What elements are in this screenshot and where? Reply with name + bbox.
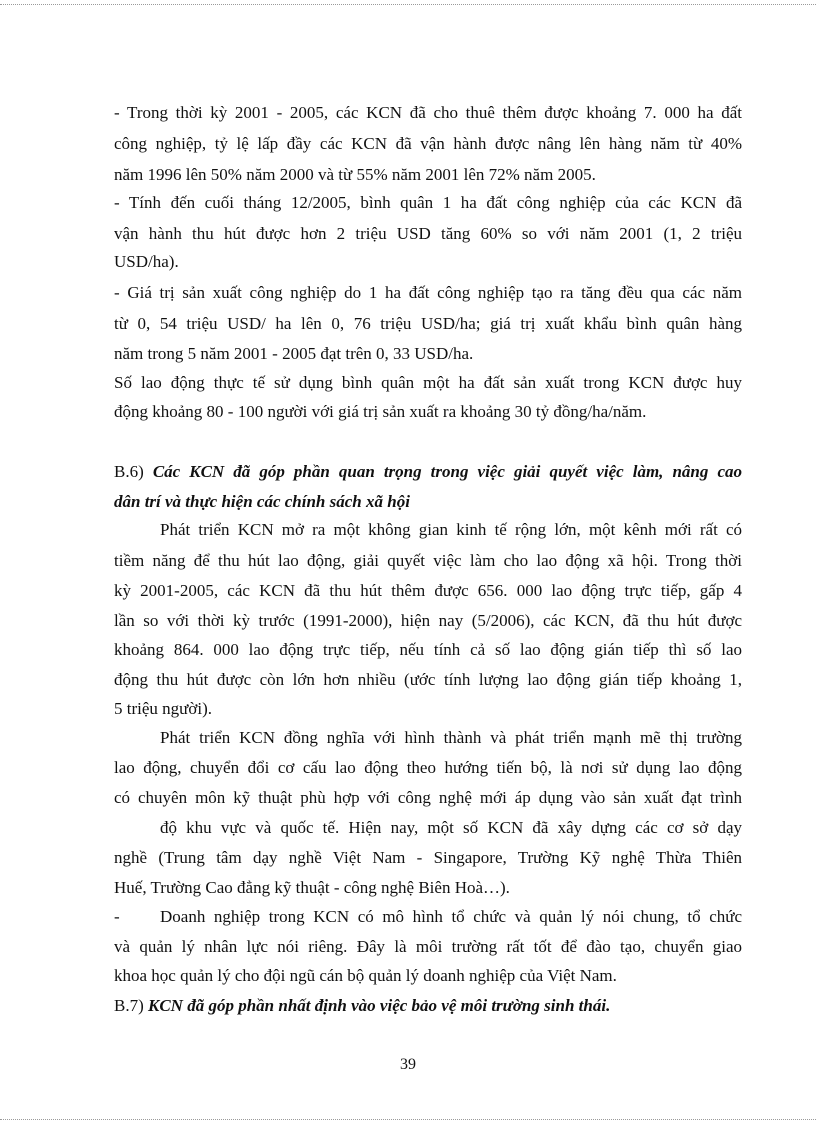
paragraph-line: khoảng 864. 000 lao động trực tiếp, nếu tính cả số lao động gián tiếp thì số lao <box>114 640 742 659</box>
paragraph-line: - Trong thời kỳ 2001 - 2005, các KCN đã cho thuê thêm được khoảng 7. 000 ha đất <box>114 103 742 122</box>
section-title: KCN đã góp phần nhất định vào việc bảo vệ môi trường sinh thái. <box>148 996 611 1015</box>
bottom-dotted-rule <box>0 1119 816 1120</box>
section-number: B.7) <box>114 996 144 1015</box>
paragraph-line: 5 triệu người). <box>114 699 212 718</box>
paragraph-line: - Giá trị sản xuất công nghiệp do 1 ha đất công nghiệp tạo ra tăng đều qua các năm <box>114 283 742 302</box>
paragraph-line: động khoảng 80 - 100 người với giá trị sản xuất ra khoảng 30 tỷ đồng/ha/năm. <box>114 402 647 421</box>
paragraph-line: nghề (Trung tâm dạy nghề Việt Nam - Singapore, Trường Kỹ nghệ Thừa Thiên <box>114 848 742 867</box>
paragraph-line: Phát triển KCN đồng nghĩa với hình thành và phát triển mạnh mẽ thị trường <box>160 728 742 747</box>
paragraph-line: USD/ha). <box>114 252 179 271</box>
paragraph-line: năm 1996 lên 50% năm 2000 và từ 55% năm 2001 lên 72% năm 2005. <box>114 165 596 184</box>
paragraph-line: từ 0, 54 triệu USD/ ha lên 0, 76 triệu USD/ha; giá trị xuất khẩu bình quân hàng <box>114 314 742 333</box>
section-title-continued: dân trí và thực hiện các chính sách xã hội <box>114 492 410 511</box>
paragraph-line: động thu hút được còn lớn hơn nhiều (ước tính lượng lao động gián tiếp khoảng 1, <box>114 670 742 689</box>
section-number: B.6) <box>114 462 144 481</box>
paragraph-line: tiềm năng để thu hút lao động, giải quyết việc làm cho lao động xã hội. Trong thời <box>114 551 742 570</box>
paragraph-line: công nghiệp, tỷ lệ lấp đầy các KCN đã vận hành được nâng lên hàng năm từ 40% <box>114 134 742 153</box>
paragraph-line: Phát triển KCN mở ra một không gian kinh tế rộng lớn, một kênh mới rất có <box>160 520 742 539</box>
page-number: 39 <box>400 1056 416 1073</box>
paragraph-line: Huế, Trường Cao đẳng kỹ thuật - công nghệ Biên Hoà…). <box>114 878 510 897</box>
paragraph-line: và quản lý nhân lực nói riêng. Đây là môi trường rất tốt để đào tạo, chuyển giao <box>114 937 742 956</box>
paragraph-line: Số lao động thực tế sử dụng bình quân một ha đất sản xuất trong KCN được huy <box>114 373 742 392</box>
section-title: Các KCN đã góp phần quan trọng trong việc giải quyết việc làm, nâng cao <box>152 462 742 481</box>
paragraph-line: có chuyên môn kỹ thuật phù hợp với công nghệ mới áp dụng vào sản xuất đạt trình <box>114 788 742 807</box>
top-dotted-rule <box>0 4 816 5</box>
paragraph-line: - Tính đến cuối tháng 12/2005, bình quân 1 ha đất công nghiệp của các KCN đã <box>114 193 742 212</box>
paragraph-line: khoa học quản lý cho đội ngũ cán bộ quản lý doanh nghiệp của Việt Nam. <box>114 966 617 985</box>
paragraph-line: năm trong 5 năm 2001 - 2005 đạt trên 0, 33 USD/ha. <box>114 344 474 363</box>
paragraph-line: vận hành thu hút được hơn 2 triệu USD tăng 60% so với năm 2001 (1, 2 triệu <box>114 224 742 243</box>
section-heading-b6 <box>114 456 742 487</box>
paragraph-line: kỳ 2001-2005, các KCN đã thu hút thêm được 656. 000 lao động trực tiếp, gấp 4 <box>114 581 742 600</box>
section-heading-b7 <box>114 990 610 1021</box>
list-dash-marker: - <box>114 907 120 926</box>
paragraph-line: Doanh nghiệp trong KCN có mô hình tổ chức và quản lý nói chung, tổ chức <box>160 907 742 926</box>
paragraph-line: lần so với thời kỳ trước (1991-2000), hiện nay (5/2006), các KCN, đã thu hút được <box>114 611 742 630</box>
paragraph-line: lao động, chuyển đổi cơ cấu lao động theo hướng tiến bộ, là nơi sử dụng lao động <box>114 758 742 777</box>
paragraph-line: độ khu vực và quốc tế. Hiện nay, một số KCN đã xây dựng các cơ sở dạy <box>160 818 742 837</box>
